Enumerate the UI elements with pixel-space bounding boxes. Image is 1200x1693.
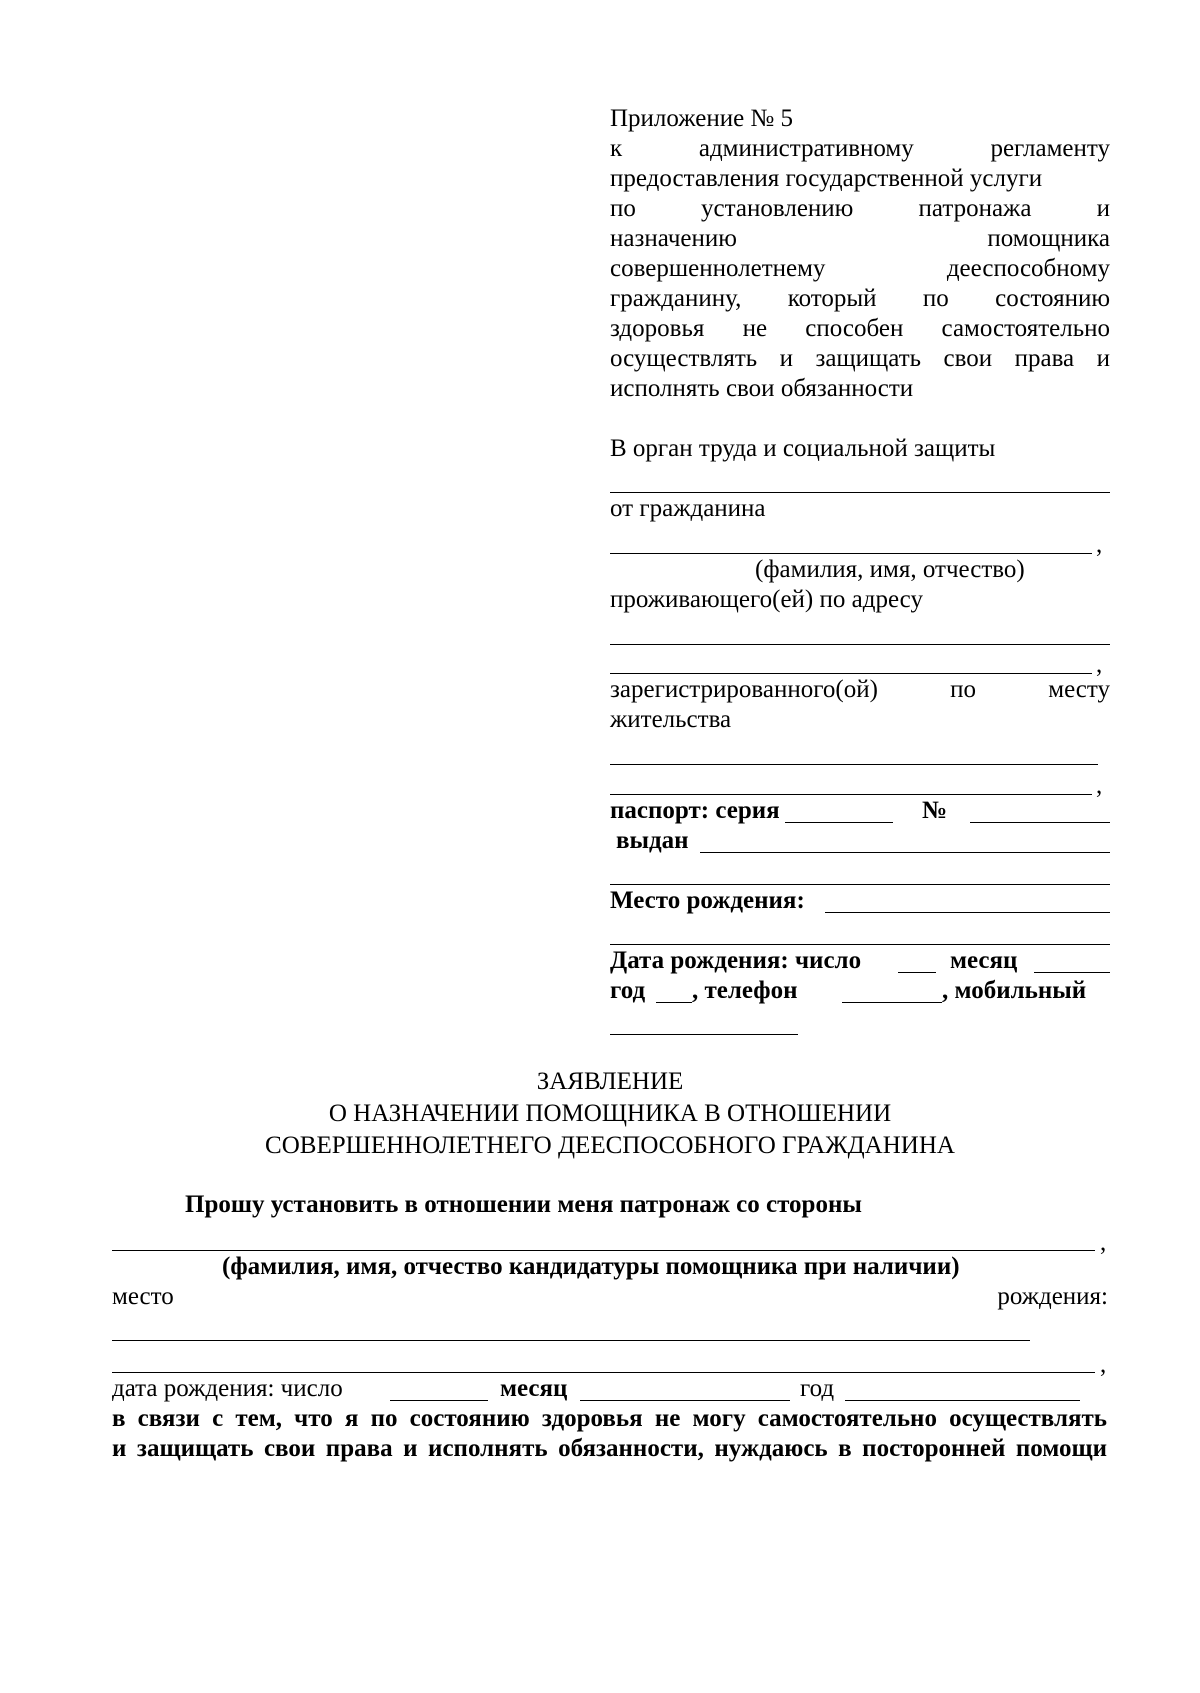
appendix-text-line: здоровья не способен самостоятельно (610, 315, 1110, 342)
mobile-label: , мобильный (942, 977, 1087, 1004)
appendix-text-line: осуществлять и защищать свои права и (610, 345, 1110, 372)
assistant-birth-year-blank[interactable] (845, 1400, 1080, 1401)
birth-place-blank-2[interactable] (610, 944, 1110, 945)
comma: , (1100, 1229, 1107, 1256)
birth-day-blank[interactable] (898, 972, 936, 973)
issued-blank[interactable] (700, 852, 1110, 853)
assistant-birth-date-label: дата рождения: число (112, 1375, 343, 1402)
place-word: место (112, 1283, 174, 1310)
comma: , (1096, 651, 1103, 678)
document-subtitle: О НАЗНАЧЕНИИ ПОМОЩНИКА В ОТНОШЕНИИ (328, 1100, 892, 1127)
assistant-birth-month-blank[interactable] (580, 1400, 790, 1401)
organ-blank[interactable] (610, 492, 1110, 493)
passport-series-blank[interactable] (785, 822, 893, 823)
address-blank-2[interactable] (610, 673, 1092, 674)
passport-number-blank[interactable] (970, 822, 1110, 823)
comma: , (1096, 531, 1103, 558)
reason-text-line: и защищать свои права и исполнять обязанности, нуждаюсь в посторонней помощи (112, 1435, 1107, 1462)
appendix-text-line: предоставления государственной услуги (610, 165, 1043, 192)
comma: , (1096, 772, 1103, 799)
assistant-birth-day-blank[interactable] (390, 1400, 488, 1401)
living-address-label: проживающего(ей) по адресу (610, 586, 923, 613)
address-blank-1[interactable] (610, 644, 1110, 645)
phone-blank[interactable] (842, 1002, 942, 1003)
request-text: Прошу установить в отношении меня патронаж со стороны (185, 1191, 862, 1218)
fio-caption: (фамилия, имя, отчество) (755, 556, 1025, 583)
birth-year-blank[interactable] (656, 1002, 692, 1003)
assistant-fio-blank[interactable] (112, 1250, 1095, 1251)
appendix-text-line: гражданину, который по состоянию (610, 285, 1110, 312)
issued-blank-2[interactable] (610, 884, 1110, 885)
assistant-caption: (фамилия, имя, отчество кандидатуры помощника при наличии) (222, 1253, 960, 1280)
citizen-fio-blank[interactable] (610, 553, 1092, 554)
birth-year-label: год (610, 977, 646, 1004)
appendix-text-line: по установлению патронажа и (610, 195, 1110, 222)
issued-label: выдан (616, 827, 689, 854)
appendix-text-line: к административному регламенту (610, 135, 1110, 162)
appendix-text-line: совершеннолетнему дееспособному (610, 255, 1110, 282)
birth-place-label: Место рождения: (610, 887, 805, 914)
assistant-birth-month-label: месяц (500, 1375, 568, 1402)
document-subtitle: СОВЕРШЕННОЛЕТНЕГО ДЕЕСПОСОБНОГО ГРАЖДАНИНА (265, 1132, 955, 1159)
appendix-number: Приложение № 5 (610, 105, 794, 132)
comma: , (1100, 1351, 1107, 1378)
registered-label: зарегистрированного(ой) по месту (610, 676, 1110, 703)
birth-month-blank[interactable] (1034, 972, 1110, 973)
birth-word: рождения: (997, 1283, 1108, 1310)
assistant-birth-place-blank-1[interactable] (112, 1340, 1030, 1341)
passport-number-label: № (922, 797, 948, 824)
from-citizen-label: от гражданина (610, 495, 766, 522)
registered-blank-2[interactable] (610, 794, 1092, 795)
assistant-birth-year-label: год (800, 1375, 835, 1402)
to-organ-label: В орган труда и социальной защиты (610, 435, 996, 462)
assistant-birth-place-blank-2[interactable] (112, 1372, 1095, 1373)
registered-blank-1[interactable] (610, 764, 1098, 765)
document-title: ЗАЯВЛЕНИЕ (536, 1068, 684, 1095)
birth-month-label: месяц (950, 947, 1018, 974)
reason-text-line: в связи с тем, что я по состоянию здоровья не могу самостоятельно осуществлять (112, 1405, 1107, 1432)
appendix-text-line: исполнять свои обязанности (610, 375, 914, 402)
appendix-text-line: назначению помощника (610, 225, 1110, 252)
mobile-blank[interactable] (610, 1034, 798, 1035)
birth-date-label: Дата рождения: число (610, 947, 862, 974)
phone-label: , телефон (692, 977, 798, 1004)
registered-label-2: жительства (610, 706, 732, 733)
birth-place-blank[interactable] (825, 912, 1110, 913)
passport-series-label: паспорт: серия (610, 797, 780, 824)
